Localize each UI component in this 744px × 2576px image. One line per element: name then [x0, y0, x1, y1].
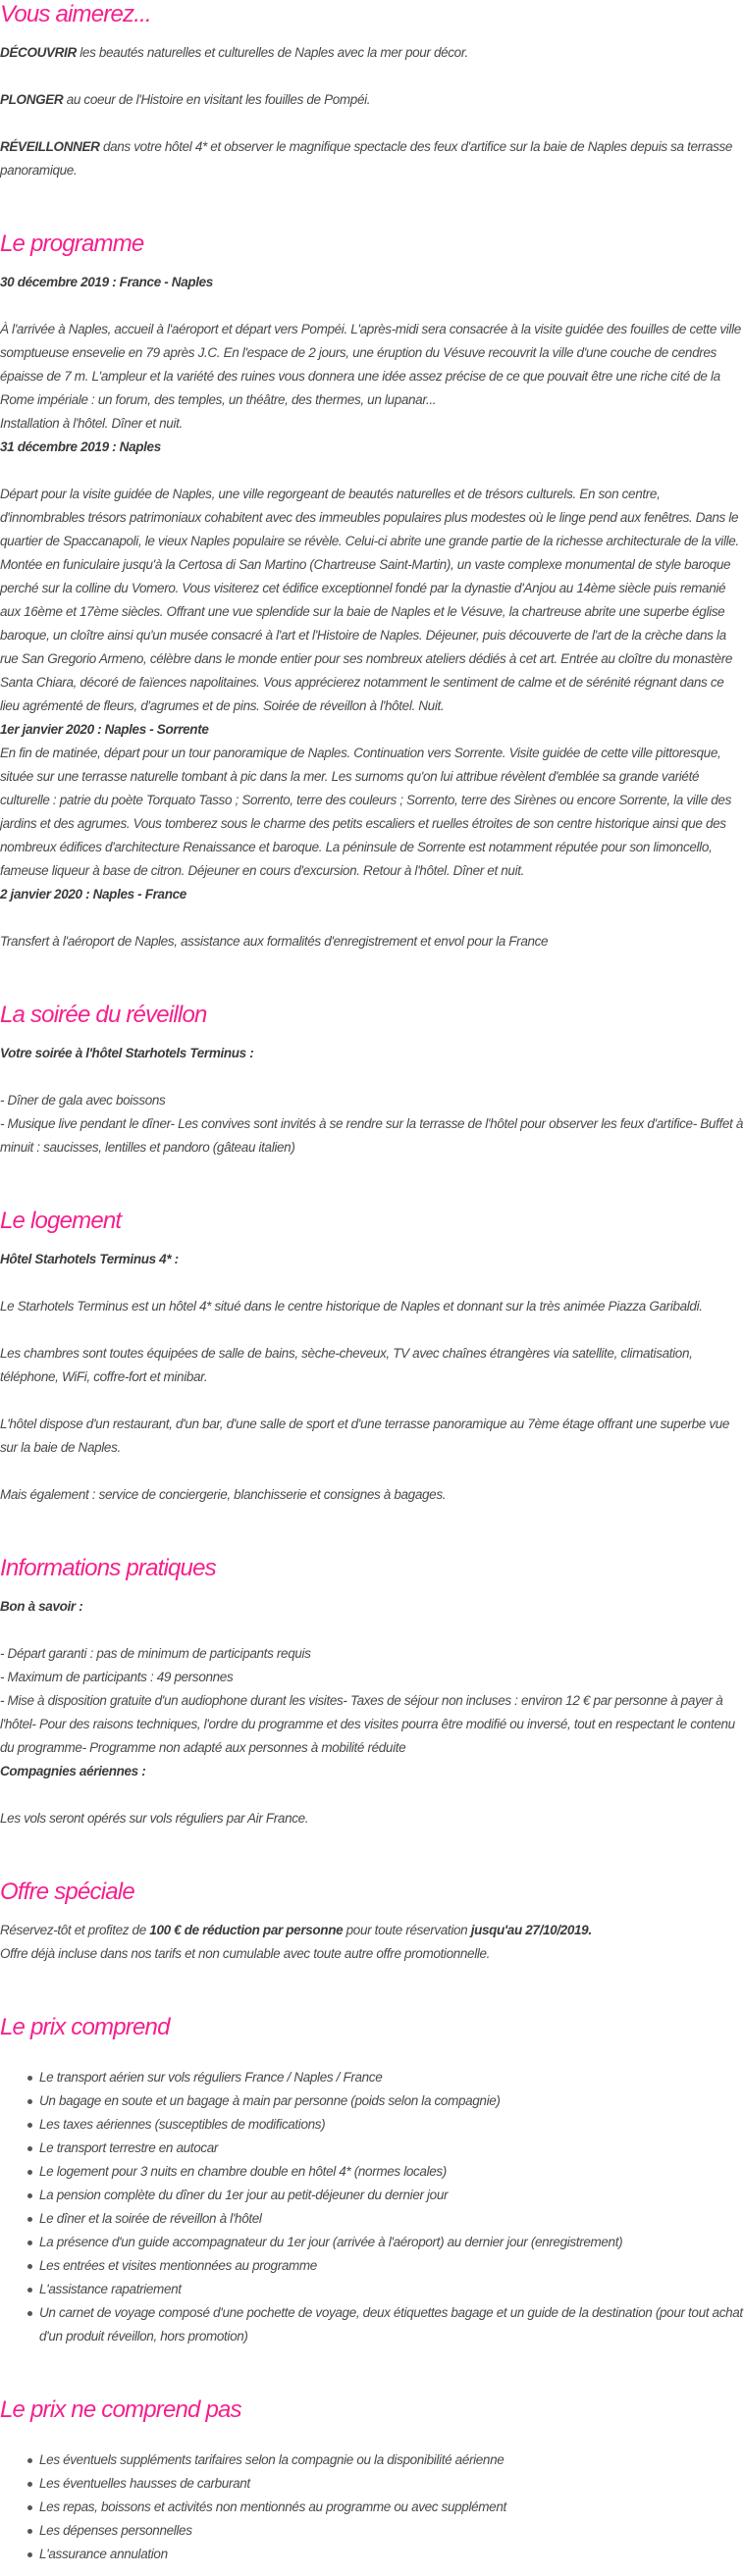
list-item: L'assistance rapatriement: [39, 2278, 744, 2301]
section-offre-speciale: [0, 1878, 744, 1989]
section-prix-comprend: [0, 2013, 744, 2372]
section-informations-pratiques: [0, 1554, 744, 1854]
list-item: L'assurance annulation: [39, 2543, 744, 2566]
list-item: Les entrées et visites mentionnées au programme: [39, 2254, 744, 2278]
section-title: Le programme: [0, 231, 144, 257]
info-line: - Départ garanti : pas de minimum de participants requis: [0, 1646, 311, 1661]
hotel-paragraph: Mais également : service de conciergerie, blanchisserie et consignes à bagages.: [0, 1487, 447, 1502]
reveillon-line: - Musique live pendant le dîner- Les convives sont invités à se rendre sur la terrasse de l'hôtel pour observer les feux d'artifice- Buffet à minuit : saucisses, lentilles et pandoro (gâteau italien): [0, 1116, 743, 1155]
list-item: La présence d'un guide accompagnateur du 1er jour (arrivée à l'aéroport) au dernier jour (enregistrement): [39, 2231, 744, 2254]
day-date: 2 janvier 2020 : Naples - France: [0, 887, 186, 902]
highlight-item: [0, 88, 744, 112]
list-item: Les éventuels suppléments tarifaires selon la compagnie ou la disponibilité aérienne: [39, 2448, 744, 2472]
hotel-paragraph: Les chambres sont toutes équipées de salle de bains, sèche-cheveux, TV avec chaînes étrangères via satellite, climatisation, téléphone, WiFi, coffre-fort et minibar.: [0, 1346, 693, 1384]
list-item: Les repas, boissons et activités non mentionnés au programme ou avec supplément: [39, 2496, 744, 2519]
hotel-paragraph: L'hôtel dispose d'un restaurant, d'un bar, d'une salle de sport et d'une terrasse panoramique au 7ème étage offrant une superbe vue sur la baie de Naples.: [0, 1417, 730, 1455]
hotel-name: Hôtel Starhotels Terminus 4* :: [0, 1252, 179, 1266]
day-description: À l'arrivée à Naples, accueil à l'aéroport et départ vers Pompéi. L'après-midi sera consacrée à la visite guidée des fouilles de cette ville somptueuse ensevelie en 79 après J.C. En l'espace de 2 jours, une éruption du Vésuve recouvrit la ville d'une couche de cendres épaisse de 7 m. L'ampleur et la variété des ruines vous donnera une idée assez précise de ce que pouvait être une riche cité de la Rome impériale : un forum, des temples, un théâtre, des thermes, un lupanar...: [0, 322, 741, 407]
offer-discount: 100 € de réduction par personne: [149, 1923, 344, 1937]
section-title: Le prix ne comprend pas: [0, 2396, 241, 2423]
section-title: Informations pratiques: [0, 1555, 216, 1581]
section-title: Offre spéciale: [0, 1879, 134, 1905]
offer-text: [0, 1919, 744, 1942]
day-description: Transfert à l'aéroport de Naples, assistance aux formalités d'enregistrement et envol pour la France: [0, 934, 549, 949]
section-title: Le logement: [0, 1208, 122, 1234]
day-date: 1er janvier 2020 : Naples - Sorrente: [0, 722, 209, 737]
list-item: Le logement pour 3 nuits en chambre double en hôtel 4* (normes locales): [39, 2160, 744, 2184]
section-title: La soirée du réveillon: [0, 1002, 207, 1028]
list-item: Les taxes aériennes (susceptibles de modifications): [39, 2113, 744, 2137]
excluded-list: [0, 2448, 744, 2566]
section-reveillon: [0, 1001, 744, 1183]
highlight-keyword: DÉCOUVRIR: [0, 45, 77, 60]
list-item: Le transport aérien sur vols réguliers France / Naples / France: [39, 2066, 744, 2089]
info-line: - Mise à disposition gratuite d'un audiophone durant les visites- Taxes de séjour non incluses : environ 12 € par personne à payer à l'hôtel- Pour des raisons techniques, l'ordre du programme et des visites pourra être modifié ou inversé, tout en respectant le contenu du programme- Programme non adapté aux personnes à mobilité réduite: [0, 1693, 735, 1755]
list-item: Un bagage en soute et un bagage à main par personne (poids selon la compagnie): [39, 2089, 744, 2113]
highlight-text: les beautés naturelles et culturelles de Naples avec la mer pour décor.: [76, 45, 468, 60]
section-logement: [0, 1207, 744, 1530]
included-list: [0, 2066, 744, 2348]
highlight-item: [0, 135, 744, 182]
reveillon-line: - Dîner de gala avec boissons: [0, 1093, 166, 1108]
hotel-paragraph: Le Starhotels Terminus est un hôtel 4* situé dans le centre historique de Naples et donnant sur la très animée Piazza Garibaldi.: [0, 1299, 703, 1314]
offer-mid: pour toute réservation: [343, 1923, 471, 1937]
highlight-text: dans votre hôtel 4* et observer le magnifique spectacle des feux d'artifice sur la baie de Naples depuis sa terrasse panoramique.: [0, 139, 733, 178]
subheading: Votre soirée à l'hôtel Starhotels Terminus :: [0, 1046, 254, 1060]
subheading: Bon à savoir :: [0, 1599, 83, 1614]
list-item: La pension complète du dîner du 1er jour au petit-déjeuner du dernier jour: [39, 2184, 744, 2207]
list-item: Les dépenses personnelles: [39, 2519, 744, 2543]
list-item: Les éventuelles hausses de carburant: [39, 2472, 744, 2496]
day-description: Départ pour la visite guidée de Naples, une ville regorgeant de beautés naturelles et de trésors culturels. En son centre, d'innombrables trésors patrimoniaux cohabitent avec des immeubles populaires plus modestes où le linge pend aux fenêtres. Dans le quartier de Spaccanapoli, le vieux Naples populaire se révèle. Celui-ci abrite une grande partie de la richesse architecturale de la ville. Montée en funiculaire jusqu'à la Certosa di San Martino (Chartreuse Saint-Martin), un vaste complexe monumental de style baroque perché sur la colline du Vomero. Vous visiterez cet édifice exceptionnel fondé par la dynastie d'Anjou au 14ème siècle puis remanié aux 16ème et 17ème siècles. Offrant une vue splendide sur la baie de Naples et le Vésuve, la chartreuse abrite une superbe église baroque, un cloître ainsi qu'un musée consacré à l'art et l'Histoire de Naples. Déjeuner, puis découverte de l'art de la crèche dans la rue San Gregorio Armeno, célèbre dans le monde entier pour ses nombreux ateliers dédiés à cet art. Entrée au cloître du monastère Santa Chiara, décoré de faïences napolitaines. Vous apprécierez notamment le sentiment de calme et de sérénité régnant dans ce lieu agrémenté de fleurs, d'agrumes et de pins. Soirée de réveillon à l'hôtel. Nuit.: [0, 487, 739, 713]
list-item: Le dîner et la soirée de réveillon à l'hôtel: [39, 2207, 744, 2231]
section-prix-ne-comprend-pas: [0, 2396, 744, 2566]
info-line: - Maximum de participants : 49 personnes: [0, 1670, 234, 1684]
highlight-keyword: PLONGER: [0, 92, 64, 107]
section-title: Vous aimerez...: [0, 1, 151, 27]
section-vous-aimerez: [0, 0, 744, 206]
offer-deadline: jusqu'au 27/10/2019.: [470, 1923, 592, 1937]
offer-note: Offre déjà incluse dans nos tarifs et non cumulable avec toute autre offre promotionnelle.: [0, 1946, 491, 1961]
section-programme: [0, 230, 744, 977]
subheading-airlines: Compagnies aériennes :: [0, 1764, 146, 1778]
highlight-text: au coeur de l'Histoire en visitant les fouilles de Pompéi.: [63, 92, 371, 107]
day-description: En fin de matinée, départ pour un tour panoramique de Naples. Continuation vers Sorrente. Visite guidée de cette ville pittoresque, située sur une terrasse naturelle tombant à pic dans la mer. Les surnoms qu'on lui attribue révèlent d'emblée sa grande variété culturelle : patrie du poète Torquato Tasso ; Sorrento, terre des couleurs ; Sorrento, terre des Sirènes ou encore Sorrente, la ville des jardins et des agrumes. Vous tomberez sous le charme des petits escaliers et ruelles étroites de son centre historique ainsi que des nombreux édifices d'architecture Renaissance et baroque. La péninsule de Sorrente est notamment réputée pour son limoncello, fameuse liqueur à base de citron. Déjeuner en cours d'excursion. Retour à l'hôtel. Dîner et nuit.: [0, 746, 731, 878]
day-date: 31 décembre 2019 : Naples: [0, 439, 161, 454]
offer-pre: Réservez-tôt et profitez de: [0, 1923, 150, 1937]
airline-info: Les vols seront opérés sur vols réguliers par Air France.: [0, 1811, 309, 1826]
section-title: Le prix comprend: [0, 2014, 170, 2040]
list-item: Le transport terrestre en autocar: [39, 2137, 744, 2160]
highlight-item: [0, 41, 744, 65]
day-date: 30 décembre 2019 : France - Naples: [0, 275, 213, 289]
list-item: Un carnet de voyage composé d'une pochette de voyage, deux étiquettes bagage et un guide de la destination (pour tout achat d'un produit réveillon, hors promotion): [39, 2301, 744, 2348]
highlight-keyword: RÉVEILLONNER: [0, 139, 100, 154]
day-description: Installation à l'hôtel. Dîner et nuit.: [0, 416, 183, 431]
